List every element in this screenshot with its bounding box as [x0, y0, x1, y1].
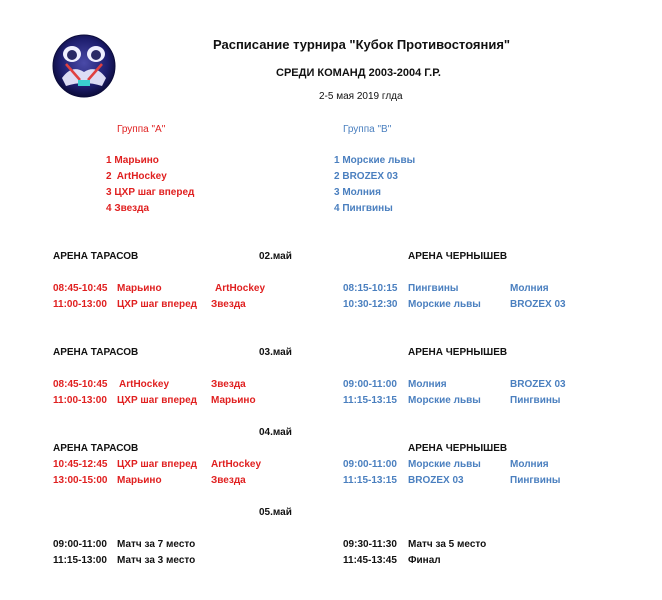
match-away-team: Пингвины — [510, 475, 561, 486]
day-date: 02.май — [259, 251, 292, 262]
group-b-team: 1 Морские львы — [334, 155, 416, 166]
placement-match: Матч за 5 место — [408, 539, 487, 550]
group-a-team: 2 ArtHockey — [106, 171, 167, 182]
group-b-team: 2 BROZEX 03 — [334, 171, 398, 182]
match-home-team: ArtHockey — [119, 379, 170, 390]
match-time: 10:45-12:45 — [53, 459, 108, 470]
match-time: 11:15-13:00 — [53, 555, 107, 566]
match-home-team: Морские львы — [408, 459, 481, 470]
match-home-team: Марьино — [117, 283, 162, 294]
arena-chernyshev-heading: АРЕНА ЧЕРНЫШЕВ — [408, 443, 508, 454]
match-time: 08:15-10:15 — [343, 283, 398, 294]
placement-match: Матч за 3 место — [117, 555, 196, 566]
day-date: 04.май — [259, 427, 292, 438]
match-home-team: Молния — [408, 379, 447, 390]
match-time: 09:30-11:30 — [343, 539, 397, 550]
match-away-team: Марьино — [211, 395, 256, 406]
day-date: 05.май — [259, 507, 292, 518]
match-home-team: Марьино — [117, 475, 162, 486]
match-away-team: BROZEX 03 — [510, 299, 566, 310]
match-home-team: ЦХР шаг вперед — [117, 299, 198, 310]
match-home-team: Морские львы — [408, 299, 481, 310]
match-time: 08:45-10:45 — [53, 283, 108, 294]
day-date: 03.май — [259, 347, 292, 358]
match-time: 10:30-12:30 — [343, 299, 398, 310]
match-time: 09:00-11:00 — [343, 379, 397, 390]
match-time: 13:00-15:00 — [53, 475, 108, 486]
group-b-team: 4 Пингвины — [334, 203, 393, 214]
match-away-team: Звезда — [211, 379, 246, 390]
match-home-team: ЦХР шаг вперед — [117, 459, 198, 470]
match-time: 11:15-13:15 — [343, 395, 397, 406]
group-a-team: 4 Звезда — [106, 203, 150, 214]
match-away-team: Звезда — [211, 299, 246, 310]
match-time: 08:45-10:45 — [53, 379, 108, 390]
match-time: 11:00-13:00 — [53, 299, 107, 310]
match-away-team: ArtHockey — [215, 283, 266, 294]
arena-tarasov-heading: АРЕНА ТАРАСОВ — [53, 251, 139, 262]
page-title: Расписание турнира "Кубок Противостояния" — [213, 37, 511, 52]
match-time: 11:00-13:00 — [53, 395, 107, 406]
group-a-team: 3 ЦХР шаг вперед — [106, 187, 195, 198]
match-away-team: Молния — [510, 283, 549, 294]
final-match: Финал — [408, 555, 441, 566]
arena-chernyshev-heading: АРЕНА ЧЕРНЫШЕВ — [408, 251, 508, 262]
arena-tarasov-heading: АРЕНА ТАРАСОВ — [53, 347, 139, 358]
arena-chernyshev-heading: АРЕНА ЧЕРНЫШЕВ — [408, 347, 508, 358]
arena-tarasov-heading: АРЕНА ТАРАСОВ — [53, 443, 139, 454]
match-time: 09:00-11:00 — [343, 459, 397, 470]
match-home-team: ЦХР шаг вперед — [117, 395, 198, 406]
match-home-team: BROZEX 03 — [408, 475, 464, 486]
group-b-team: 3 Молния — [334, 187, 381, 198]
group-a-team: 1 Марьино — [106, 155, 159, 166]
hockey-player-logo-icon — [52, 34, 116, 98]
match-away-team: Звезда — [211, 475, 246, 486]
match-away-team: ArtHockey — [211, 459, 262, 470]
match-time: 11:45-13:45 — [343, 555, 397, 566]
match-away-team: BROZEX 03 — [510, 379, 566, 390]
match-away-team: Молния — [510, 459, 549, 470]
placement-match: Матч за 7 место — [117, 539, 196, 550]
match-time: 11:15-13:15 — [343, 475, 397, 486]
match-home-team: Морские львы — [408, 395, 481, 406]
match-time: 09:00-11:00 — [53, 539, 107, 550]
group-a-label: Группа "А" — [117, 124, 166, 135]
match-away-team: Пингвины — [510, 395, 561, 406]
page-subtitle: СРЕДИ КОМАНД 2003-2004 Г.Р. — [276, 67, 441, 79]
group-b-label: Группа "В" — [343, 124, 392, 135]
match-home-team: Пингвины — [408, 283, 459, 294]
tournament-dates: 2-5 мая 2019 глда — [319, 91, 403, 102]
